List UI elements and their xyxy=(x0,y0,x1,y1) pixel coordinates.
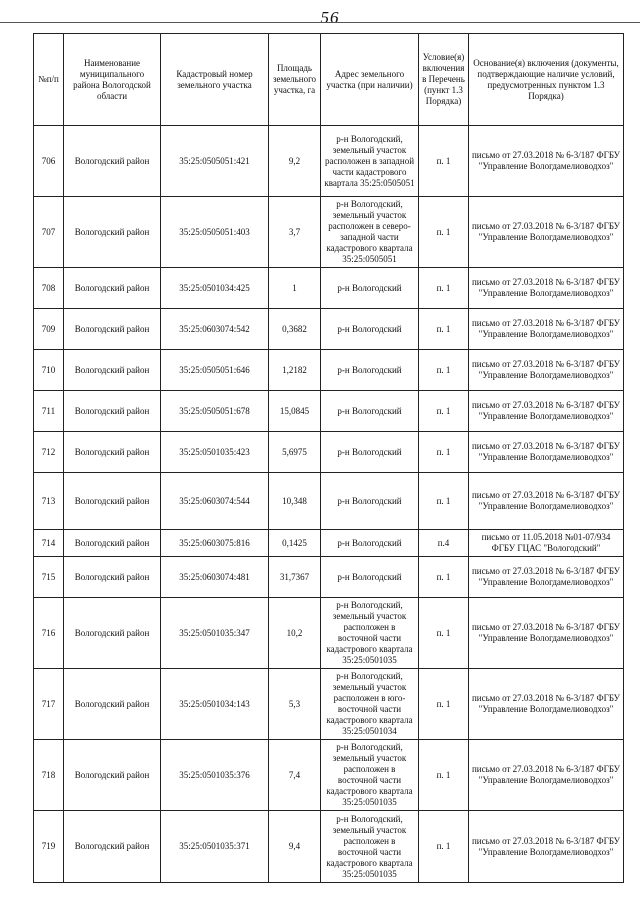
cell-basis: письмо от 27.03.2018 № 6-3/187 ФГБУ "Управление Вологдамелиоводхоз" xyxy=(469,557,624,598)
cell-condition: п. 1 xyxy=(419,268,469,309)
cell-cadastral: 35:25:0505051:421 xyxy=(161,126,269,197)
cell-district: Вологодский район xyxy=(64,598,161,669)
cell-district: Вологодский район xyxy=(64,268,161,309)
header-cadastral: Кадастровый номер земельного участка xyxy=(161,34,269,126)
cell-basis: письмо от 27.03.2018 № 6-3/187 ФГБУ "Управление Вологдамелиоводхоз" xyxy=(469,126,624,197)
cell-area: 15,0845 xyxy=(269,391,321,432)
cell-num: 716 xyxy=(34,598,64,669)
cell-condition: п. 1 xyxy=(419,669,469,740)
cell-num: 709 xyxy=(34,309,64,350)
cell-area: 9,4 xyxy=(269,811,321,883)
table-row xyxy=(34,557,624,598)
cell-num: 706 xyxy=(34,126,64,197)
table-row xyxy=(34,740,624,811)
cell-address: р-н Вологодский xyxy=(321,530,419,557)
cell-basis: письмо от 27.03.2018 № 6-3/187 ФГБУ "Управление Вологдамелиоводхоз" xyxy=(469,740,624,811)
cell-address: р-н Вологодский xyxy=(321,473,419,530)
cell-district: Вологодский район xyxy=(64,740,161,811)
cell-num: 712 xyxy=(34,432,64,473)
cell-basis: письмо от 27.03.2018 № 6-3/187 ФГБУ "Управление Вологдамелиоводхоз" xyxy=(469,473,624,530)
cell-basis: письмо от 11.05.2018 №01-07/934 ФГБУ ГЦАС "Вологодский" xyxy=(469,530,624,557)
cell-area: 3,7 xyxy=(269,197,321,268)
cell-district: Вологодский район xyxy=(64,391,161,432)
cell-address: р-н Вологодский, земельный участок расположен в северо-западной части кадастрового квартала 35:25:0505051 xyxy=(321,197,419,268)
cell-condition: п. 1 xyxy=(419,473,469,530)
table-row xyxy=(34,391,624,432)
land-plot-registry-table xyxy=(33,33,624,883)
cell-cadastral: 35:25:0603074:542 xyxy=(161,309,269,350)
cell-condition: п. 1 xyxy=(419,740,469,811)
cell-district: Вологодский район xyxy=(64,530,161,557)
cell-condition: п. 1 xyxy=(419,432,469,473)
header-district: Наименование муниципального района Вологодской области xyxy=(64,34,161,126)
cell-area: 0,1425 xyxy=(269,530,321,557)
cell-condition: п. 1 xyxy=(419,197,469,268)
table-row xyxy=(34,197,624,268)
cell-num: 717 xyxy=(34,669,64,740)
cell-cadastral: 35:25:0603074:481 xyxy=(161,557,269,598)
cell-num: 713 xyxy=(34,473,64,530)
table-row xyxy=(34,598,624,669)
cell-address: р-н Вологодский xyxy=(321,268,419,309)
cell-address: р-н Вологодский xyxy=(321,350,419,391)
cell-num: 719 xyxy=(34,811,64,883)
cell-cadastral: 35:25:0501035:347 xyxy=(161,598,269,669)
cell-condition: п. 1 xyxy=(419,391,469,432)
cell-basis: письмо от 27.03.2018 № 6-3/187 ФГБУ "Управление Вологдамелиоводхоз" xyxy=(469,811,624,883)
cell-area: 10,348 xyxy=(269,473,321,530)
header-address: Адрес земельного участка (при наличии) xyxy=(321,34,419,126)
cell-address: р-н Вологодский, земельный участок расположен в восточной части кадастрового квартала 35:25:0501035 xyxy=(321,598,419,669)
cell-basis: письмо от 27.03.2018 № 6-3/187 ФГБУ "Управление Вологдамелиоводхоз" xyxy=(469,309,624,350)
cell-address: р-н Вологодский, земельный участок расположен в восточной части кадастрового квартала 35:25:0501035 xyxy=(321,811,419,883)
cell-district: Вологодский район xyxy=(64,350,161,391)
cell-condition: п. 1 xyxy=(419,126,469,197)
table-row xyxy=(34,669,624,740)
cell-area: 1,2182 xyxy=(269,350,321,391)
table-row xyxy=(34,309,624,350)
cell-basis: письмо от 27.03.2018 № 6-3/187 ФГБУ "Управление Вологдамелиоводхоз" xyxy=(469,432,624,473)
cell-condition: п. 1 xyxy=(419,811,469,883)
cell-cadastral: 35:25:0505051:403 xyxy=(161,197,269,268)
cell-district: Вологодский район xyxy=(64,309,161,350)
cell-num: 707 xyxy=(34,197,64,268)
cell-district: Вологодский район xyxy=(64,557,161,598)
table-row xyxy=(34,268,624,309)
cell-address: р-н Вологодский xyxy=(321,432,419,473)
cell-cadastral: 35:25:0501035:376 xyxy=(161,740,269,811)
cell-condition: п. 1 xyxy=(419,557,469,598)
cell-basis: письмо от 27.03.2018 № 6-3/187 ФГБУ "Управление Вологдамелиоводхоз" xyxy=(469,350,624,391)
cell-area: 9,2 xyxy=(269,126,321,197)
cell-district: Вологодский район xyxy=(64,432,161,473)
cell-address: р-н Вологодский, земельный участок расположен в западной части кадастрового квартала 35:25:0505051 xyxy=(321,126,419,197)
header-num: №п/п xyxy=(34,34,64,126)
cell-cadastral: 35:25:0505051:646 xyxy=(161,350,269,391)
cell-basis: письмо от 27.03.2018 № 6-3/187 ФГБУ "Управление Вологдамелиоводхоз" xyxy=(469,669,624,740)
cell-address: р-н Вологодский xyxy=(321,309,419,350)
cell-address: р-н Вологодский xyxy=(321,391,419,432)
table-row xyxy=(34,473,624,530)
cell-address: р-н Вологодский, земельный участок расположен в восточной части кадастрового квартала 35:25:0501035 xyxy=(321,740,419,811)
page-number: 56 xyxy=(320,8,340,27)
cell-basis: письмо от 27.03.2018 № 6-3/187 ФГБУ "Управление Вологдамелиоводхоз" xyxy=(469,268,624,309)
cell-basis: письмо от 27.03.2018 № 6-3/187 ФГБУ "Управление Вологдамелиоводхоз" xyxy=(469,391,624,432)
table-row xyxy=(34,432,624,473)
cell-cadastral: 35:25:0501035:371 xyxy=(161,811,269,883)
cell-cadastral: 35:25:0603074:544 xyxy=(161,473,269,530)
cell-condition: п. 1 xyxy=(419,309,469,350)
cell-address: р-н Вологодский xyxy=(321,557,419,598)
cell-area: 31,7367 xyxy=(269,557,321,598)
cell-cadastral: 35:25:0501035:423 xyxy=(161,432,269,473)
cell-district: Вологодский район xyxy=(64,811,161,883)
cell-area: 7,4 xyxy=(269,740,321,811)
cell-condition: п.4 xyxy=(419,530,469,557)
cell-cadastral: 35:25:0505051:678 xyxy=(161,391,269,432)
cell-basis: письмо от 27.03.2018 № 6-3/187 ФГБУ "Управление Вологдамелиоводхоз" xyxy=(469,197,624,268)
cell-condition: п. 1 xyxy=(419,598,469,669)
cell-area: 10,2 xyxy=(269,598,321,669)
cell-cadastral: 35:25:0603075:816 xyxy=(161,530,269,557)
cell-num: 714 xyxy=(34,530,64,557)
cell-cadastral: 35:25:0501034:425 xyxy=(161,268,269,309)
cell-num: 710 xyxy=(34,350,64,391)
table-row xyxy=(34,350,624,391)
table-row xyxy=(34,530,624,557)
cell-address: р-н Вологодский, земельный участок расположен в юго-восточной части кадастрового квартала 35:25:0501034 xyxy=(321,669,419,740)
cell-basis: письмо от 27.03.2018 № 6-3/187 ФГБУ "Управление Вологдамелиоводхоз" xyxy=(469,598,624,669)
cell-district: Вологодский район xyxy=(64,669,161,740)
cell-num: 711 xyxy=(34,391,64,432)
table-row xyxy=(34,126,624,197)
header-condition: Условие(я) включения в Перечень (пункт 1.3 Порядка) xyxy=(419,34,469,126)
cell-cadastral: 35:25:0501034:143 xyxy=(161,669,269,740)
top-rule xyxy=(0,22,640,23)
table-header-row xyxy=(34,34,624,126)
cell-district: Вологодский район xyxy=(64,473,161,530)
cell-district: Вологодский район xyxy=(64,197,161,268)
cell-area: 5,6975 xyxy=(269,432,321,473)
cell-area: 0,3682 xyxy=(269,309,321,350)
header-basis: Основание(я) включения (документы, подтверждающие наличие условий, предусмотренных пунктом 1.3 Порядка) xyxy=(469,34,624,126)
cell-area: 1 xyxy=(269,268,321,309)
header-area: Площадь земельного участка, га xyxy=(269,34,321,126)
cell-num: 715 xyxy=(34,557,64,598)
cell-area: 5,3 xyxy=(269,669,321,740)
cell-condition: п. 1 xyxy=(419,350,469,391)
cell-district: Вологодский район xyxy=(64,126,161,197)
cell-num: 708 xyxy=(34,268,64,309)
cell-num: 718 xyxy=(34,740,64,811)
table-row xyxy=(34,811,624,883)
